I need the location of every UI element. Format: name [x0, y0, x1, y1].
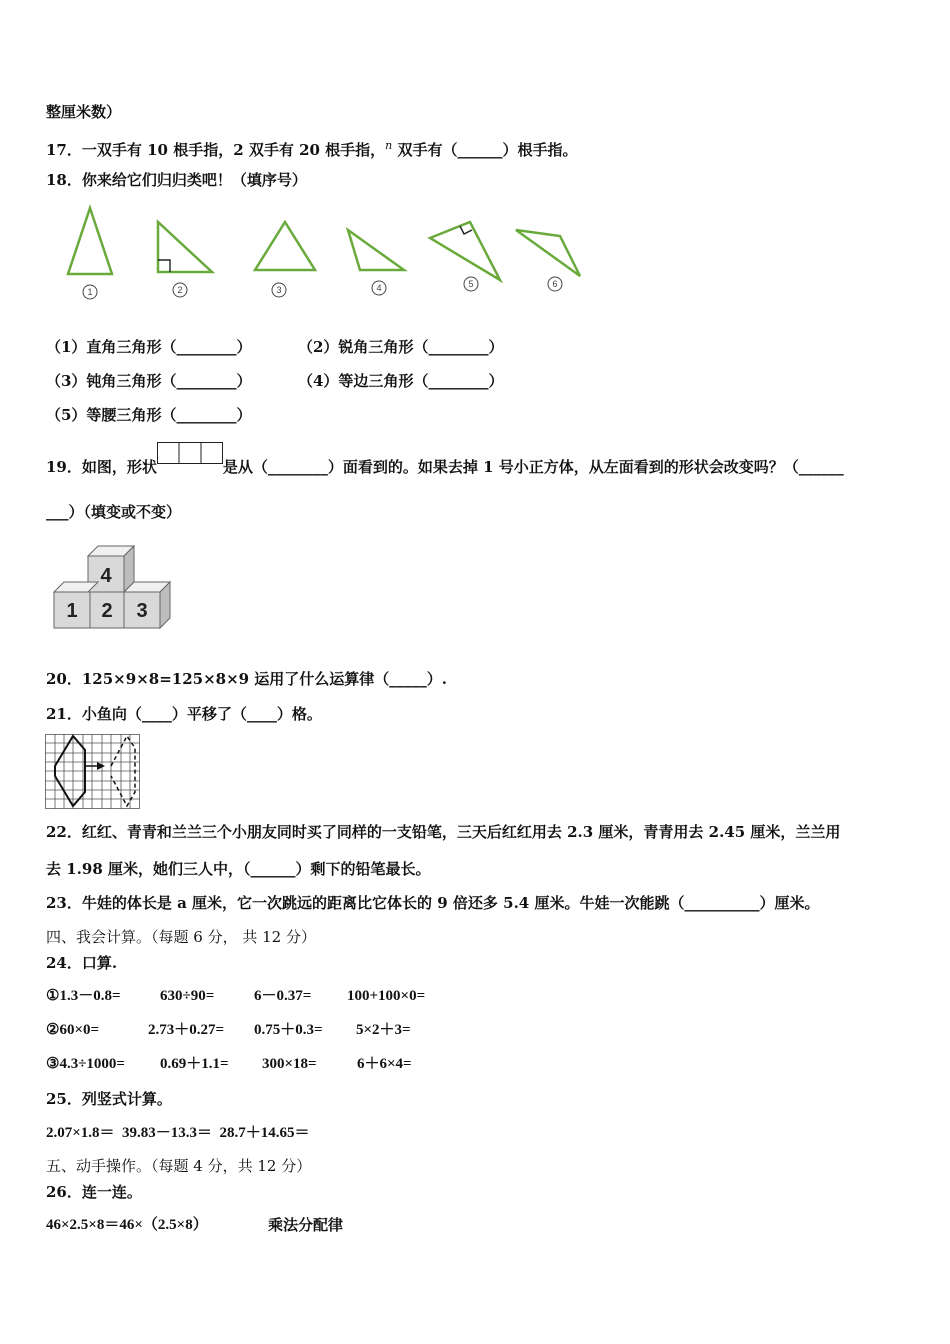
- right-angle-mark-5: [460, 226, 472, 234]
- q18-answer-4: （4）等边三角形（________）: [298, 372, 504, 390]
- triangle-label-3: 3: [276, 285, 282, 295]
- cube-label-3: 3: [136, 600, 148, 622]
- cube-label-1: 1: [66, 600, 78, 622]
- q17-variable: n: [385, 139, 393, 152]
- triangle-label-5: 5: [468, 279, 474, 289]
- calc-item: 6－0.37=: [254, 988, 312, 1004]
- triangle-label-6: 6: [552, 279, 558, 289]
- question-26: 26．连一连。: [46, 1183, 142, 1201]
- cube-label-4: 4: [100, 565, 112, 587]
- calc-item: 5×2＋3=: [356, 1022, 411, 1038]
- question-25: 25．列竖式计算。: [46, 1090, 172, 1108]
- question-24: 24．口算.: [46, 954, 118, 972]
- right-angle-mark-2: [158, 260, 170, 272]
- triangle-5: [430, 222, 500, 280]
- q26-left-expression: 46×2.5×8＝46×（2.5×8）: [46, 1217, 208, 1233]
- q17-text: 17．一双手有 10 根手指，2 双手有 20 根手指，: [46, 141, 386, 159]
- calc-item: 0.69＋1.1=: [160, 1056, 229, 1072]
- triangle-4: [348, 230, 404, 270]
- calc-item: 6＋6×4=: [357, 1056, 412, 1072]
- q22-line-1: 22．红红、青青和兰兰三个小朋友同时买了同样的一支铅笔，三天后红红用去 2.3 厘米，青青用去 2.45 厘米，兰兰用: [46, 823, 841, 841]
- cube-label-2: 2: [101, 600, 113, 622]
- fish-grid-figure: [45, 734, 141, 810]
- calc-item: 100+100×0=: [347, 988, 426, 1004]
- question-23: 23．牛娃的体长是 a 厘米，它一次跳远的距离比它体长的 9 倍还多 5.4 厘米。牛娃一次能跳（__________）厘米。: [46, 894, 820, 912]
- q19-line-1: [46, 452, 844, 477]
- question-20: 20．125×9×8=125×8×9 运用了什么运算律（_____）.: [46, 670, 448, 688]
- triangle-6: [516, 230, 580, 276]
- calc-item: 630÷90=: [160, 988, 215, 1004]
- q19-line-2: ___）（填变或不变）: [46, 503, 182, 521]
- q25-items: 2.07×1.8＝ 39.83－13.3＝ 28.7＋14.65＝: [46, 1125, 310, 1141]
- triangle-label-4: 4: [376, 283, 382, 293]
- q17-tail: 双手有（______）根手指。: [392, 141, 578, 159]
- section-4-title: 四、我会计算。（每题 6 分， 共 12 分）: [46, 928, 316, 946]
- calc-item: ①1.3－0.8=: [46, 988, 121, 1004]
- q19-text-a: 19．如图，形状: [46, 458, 157, 476]
- question-17: [46, 136, 578, 160]
- three-square-shape: [157, 442, 223, 464]
- q18-answer-1: （1）直角三角形（________）: [46, 338, 252, 356]
- triangle-2: [158, 222, 212, 272]
- calc-item: 0.75＋0.3=: [254, 1022, 323, 1038]
- question-18: 18．你来给它们归归类吧！（填序号）: [46, 171, 307, 189]
- question-21: 21．小鱼向（____）平移了（____）格。: [46, 705, 322, 723]
- section-5-title: 五、动手操作。（每题 4 分，共 12 分）: [46, 1157, 312, 1175]
- calc-item: 300×18=: [262, 1056, 317, 1072]
- q19-text-b: 是从（________）面看到的。如果去掉 1 号小正方体，从左面看到的形状会改变吗？（______: [222, 458, 844, 476]
- triangles-figure: [60, 200, 590, 300]
- calc-item: ③4.3÷1000=: [46, 1056, 125, 1072]
- triangle-label-1: 1: [87, 287, 93, 297]
- q26-right-law: 乘法分配律: [268, 1216, 344, 1234]
- triangle-label-2: 2: [177, 285, 183, 295]
- arrow-icon: [97, 762, 105, 770]
- q16-tail: 整厘米数）: [46, 103, 122, 121]
- calc-item: ②60×0=: [46, 1022, 100, 1038]
- calc-item: 2.73＋0.27=: [148, 1022, 225, 1038]
- q18-answer-3: （3）钝角三角形（________）: [46, 372, 252, 390]
- cubes-figure: [52, 544, 174, 630]
- q22-line-2: 去 1.98 厘米，她们三人中，（______）剩下的铅笔最长。: [46, 860, 431, 878]
- q18-answer-2: （2）锐角三角形（________）: [298, 338, 504, 356]
- q18-answer-5: （5）等腰三角形（________）: [46, 406, 252, 424]
- triangle-1: [68, 208, 112, 274]
- triangle-3: [255, 222, 315, 270]
